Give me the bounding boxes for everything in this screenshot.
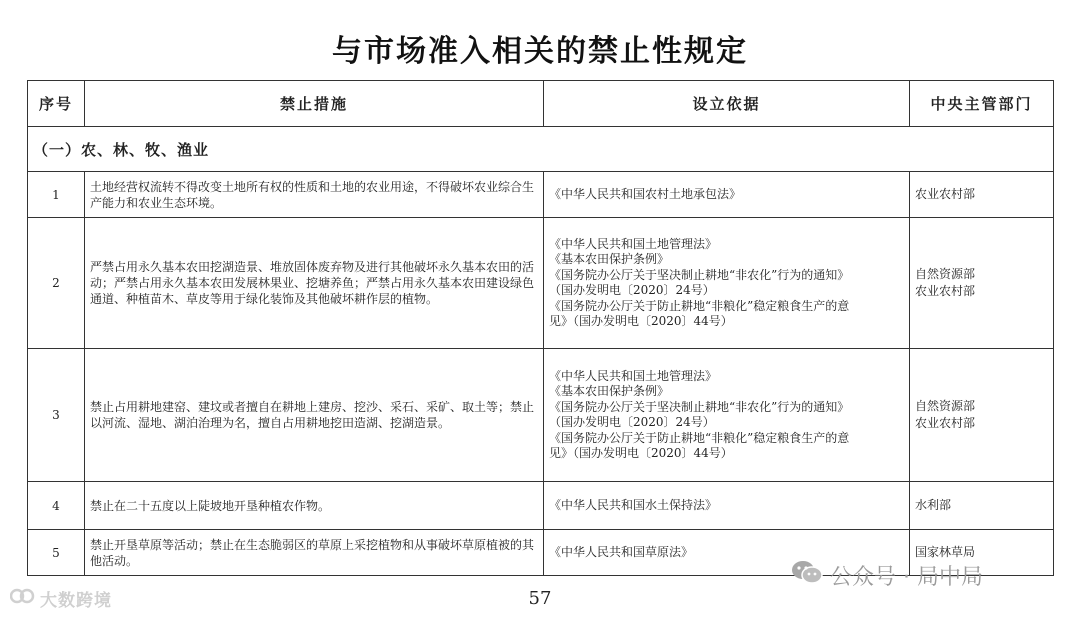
section-row (28, 127, 1054, 172)
row-dept (910, 482, 1054, 530)
watermark-left (10, 586, 112, 611)
watermark-right-text: 公众号 · 局中局 (830, 564, 983, 590)
row-basis (544, 218, 910, 349)
row-number: 2 (28, 218, 85, 349)
basis-line: 见》（国办发明电〔2020〕44号） (549, 314, 733, 328)
row-number: 4 (28, 482, 85, 530)
dept-line: 农业农村部 (915, 187, 976, 201)
table-row (28, 172, 1054, 218)
basis-line: 《中华人民共和国水土保持法》 (549, 497, 718, 512)
basis-line: 《中华人民共和国土地管理法》 (549, 236, 718, 251)
watermark-left-text: 大数跨境 (40, 591, 112, 611)
section-title: （一）农、林、牧、渔业 (28, 127, 1054, 172)
basis-line: 见》（国办发明电〔2020〕44号） (549, 446, 733, 460)
row-dept (910, 218, 1054, 349)
header-dept: 中央主管部门 (910, 81, 1054, 127)
row-measure: 禁止占用耕地建窑、建坟或者擅自在耕地上建房、挖沙、采石、采矿、取土等；禁止以河流、湿地、湖泊治理为名，擅自占用耕地挖田造湖、挖湖造景。 (85, 349, 544, 482)
row-dept (910, 172, 1054, 218)
basis-line: 《国务院办公厅关于坚决制止耕地“非农化”行为的通知》 (549, 267, 850, 282)
dept-line: 农业农村部 (915, 416, 976, 430)
row-measure: 严禁占用永久基本农田挖湖造景、堆放固体废弃物及进行其他破坏永久基本农田的活动；严禁占用永久基本农田发展林果业、挖塘养鱼；严禁占用永久基本农田建设绿色通道、种植苗木、草皮等用于绿化装饰及其他破坏耕作层的植物。 (85, 218, 544, 349)
basis-line: 《基本农田保护条例》 (549, 252, 670, 266)
table-row (28, 218, 1054, 349)
row-number: 1 (28, 172, 85, 218)
table-header-row (28, 81, 1054, 127)
row-measure: 土地经营权流转不得改变土地所有权的性质和土地的农业用途，不得破坏农业综合生产能力和农业生态环境。 (85, 172, 544, 218)
dept-line: 国家林草局 (915, 545, 976, 559)
dept-line: 自然资源部 (915, 267, 976, 281)
row-dept (910, 349, 1054, 482)
basis-line: 《中华人民共和国农村土地承包法》 (549, 186, 742, 201)
basis-line: 《中华人民共和国土地管理法》 (549, 368, 718, 383)
row-number: 5 (28, 530, 85, 576)
page-title: 与市场准入相关的禁止性规定 (332, 34, 748, 69)
dept-line: 自然资源部 (915, 399, 976, 413)
regulation-table (27, 80, 1054, 576)
page-number: 57 (528, 588, 552, 609)
basis-line: 《基本农田保护条例》 (549, 384, 670, 398)
row-measure: 禁止开垦草原等活动；禁止在生态脆弱区的草原上采挖植物和从事破坏草原植被的其他活动。 (85, 530, 544, 576)
basis-line: 《国务院办公厅关于坚决制止耕地“非农化”行为的通知》 (549, 399, 850, 414)
brand-logo-icon (10, 586, 36, 611)
dept-line: 水利部 (915, 498, 952, 512)
basis-line: 《国务院办公厅关于防止耕地“非粮化”稳定粮食生产的意 (549, 298, 850, 313)
header-basis: 设立依据 (544, 81, 910, 127)
basis-line: 《国务院办公厅关于防止耕地“非粮化”稳定粮食生产的意 (549, 430, 850, 445)
basis-line: 《中华人民共和国草原法》 (549, 544, 694, 559)
table-row (28, 482, 1054, 530)
basis-line: （国办发明电〔2020〕24号） (549, 283, 715, 297)
basis-line: （国办发明电〔2020〕24号） (549, 415, 715, 429)
row-basis (544, 172, 910, 218)
wechat-icon (790, 558, 824, 592)
header-measure: 禁止措施 (85, 81, 544, 127)
dept-line: 农业农村部 (915, 284, 976, 298)
row-basis (544, 349, 910, 482)
watermark-right (790, 558, 983, 592)
header-seq: 序号 (28, 81, 85, 127)
table-row (28, 349, 1054, 482)
row-measure: 禁止在二十五度以上陡坡地开垦种植农作物。 (85, 482, 544, 530)
row-basis (544, 482, 910, 530)
row-number: 3 (28, 349, 85, 482)
